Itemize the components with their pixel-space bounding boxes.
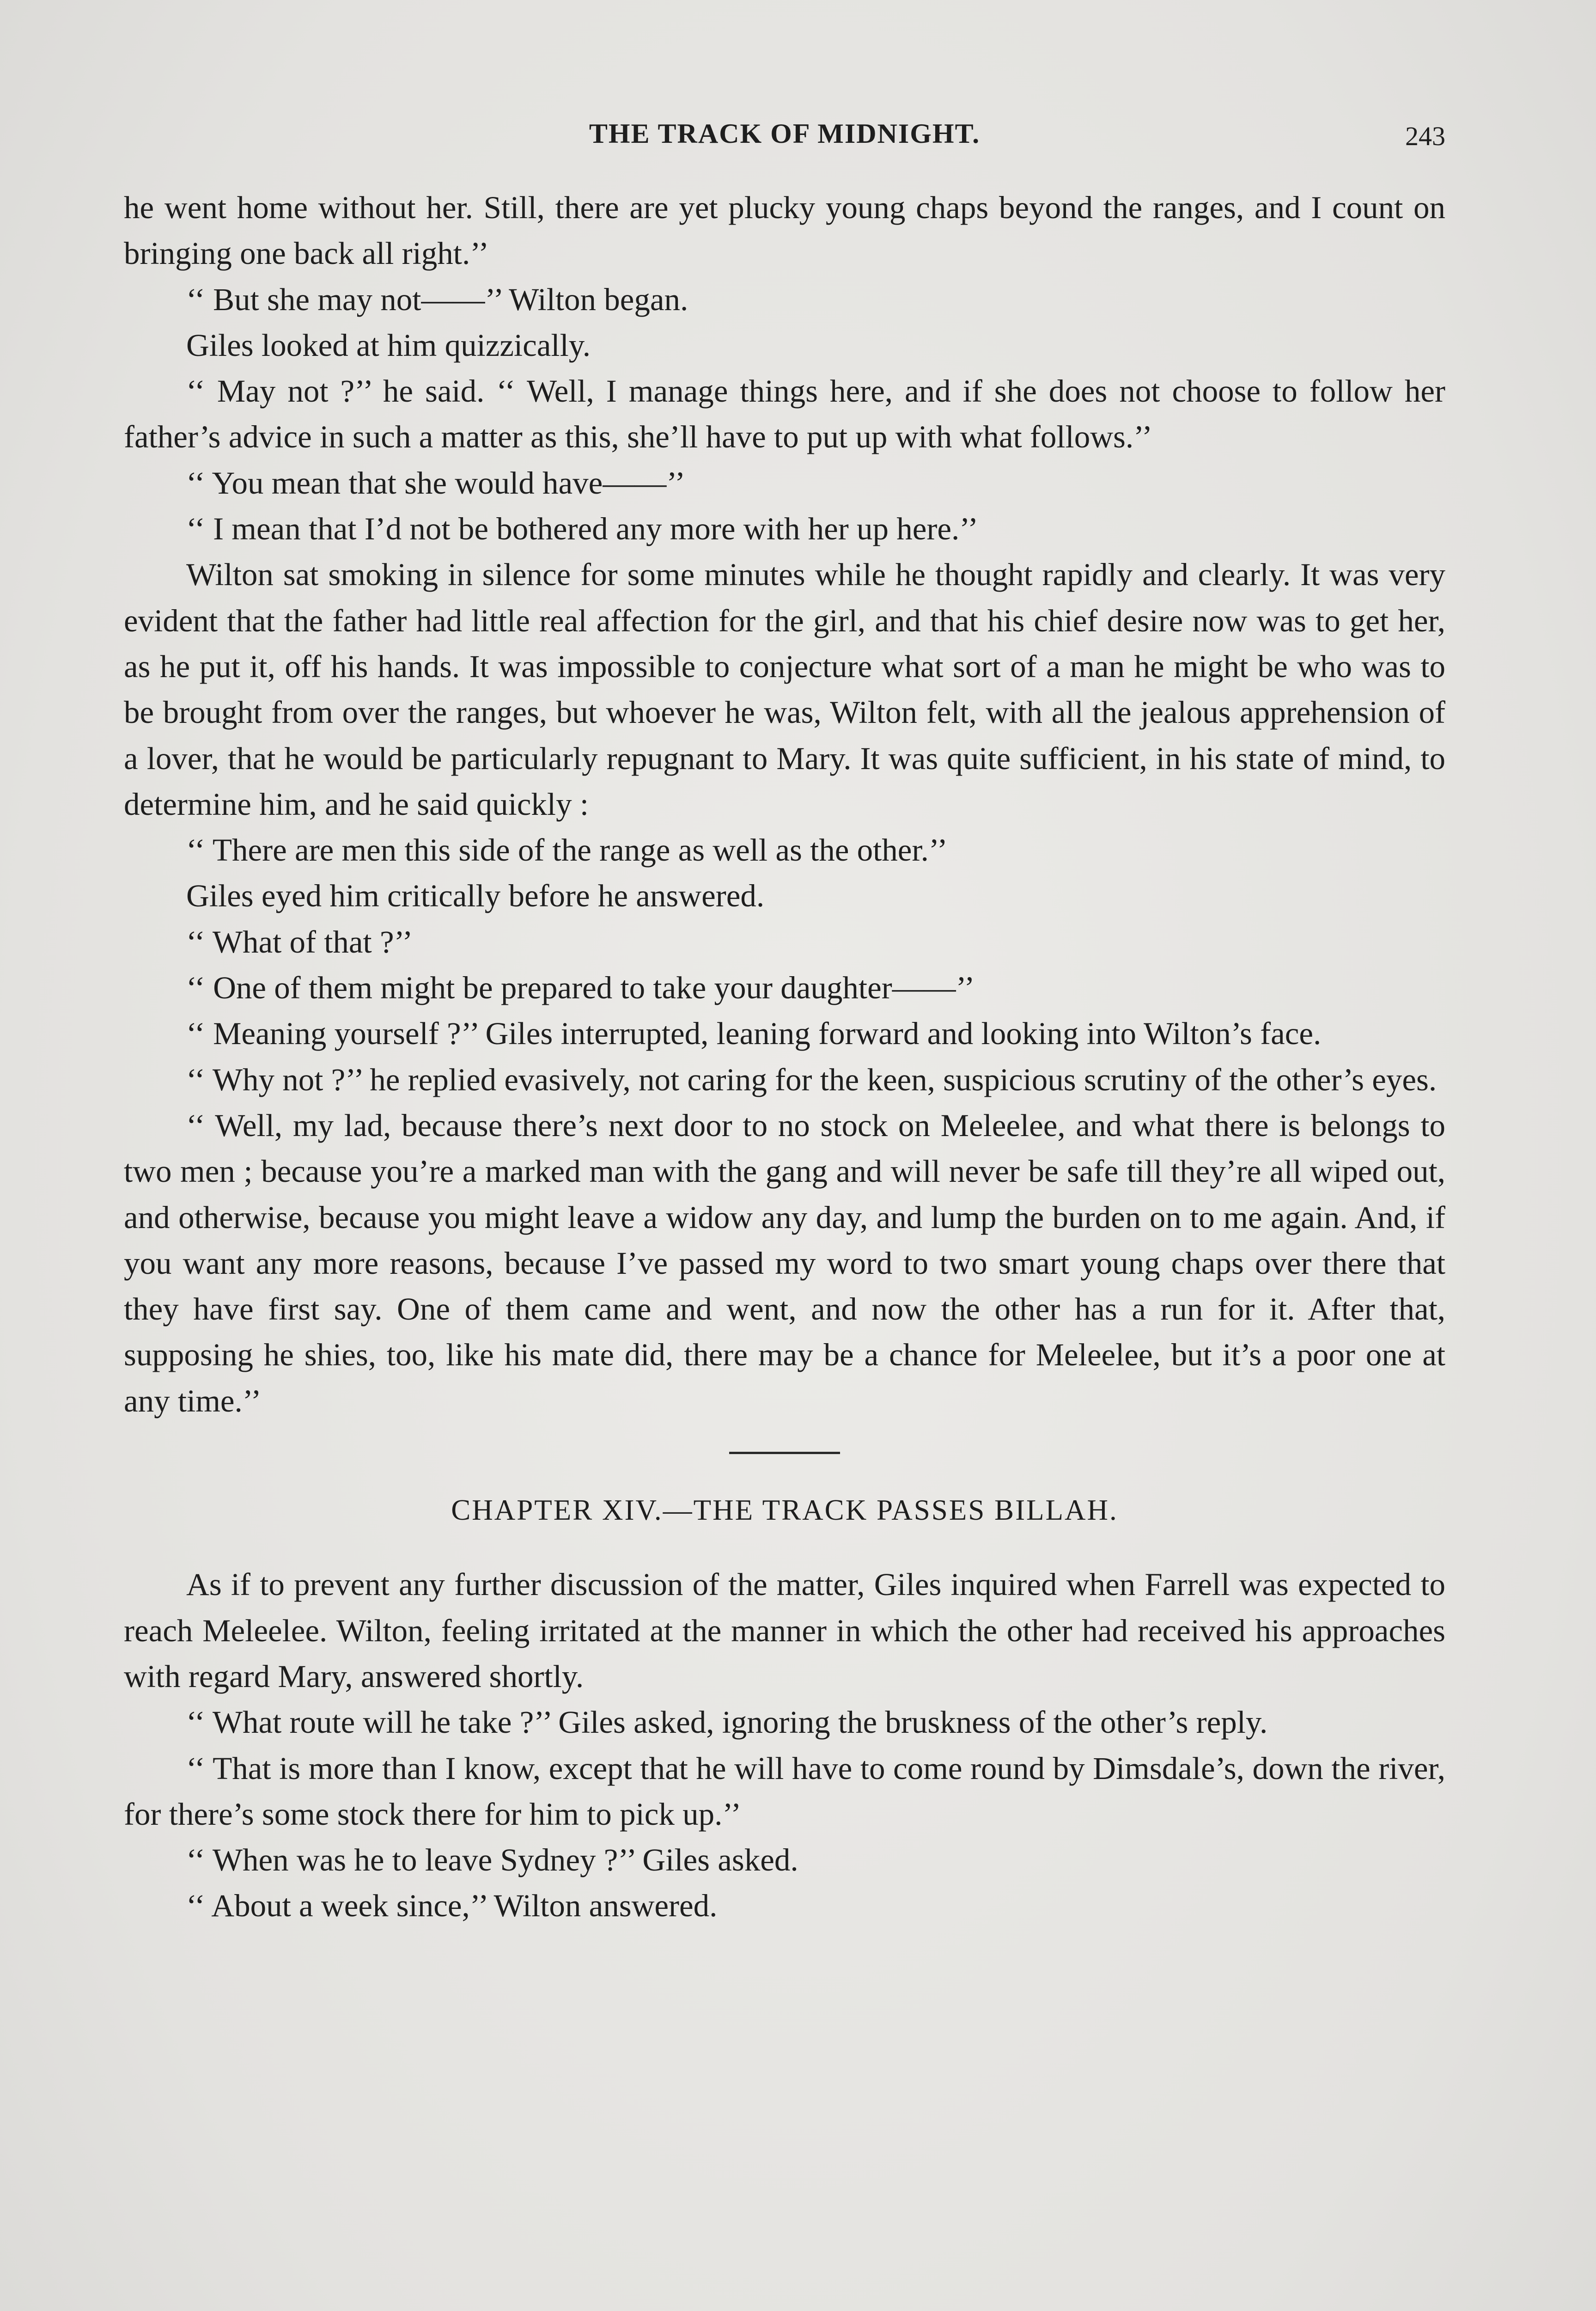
paragraph: ‘‘ Why not ?’’ he replied evasively, not caring for the keen, suspicious scrutiny of the other’s eyes. [186,1062,1437,1097]
section-rule [729,1452,840,1454]
paragraph: ‘‘ Meaning yourself ?’’ Giles interrupted, leaning forward and looking into Wilton’s face. [186,1016,1322,1052]
paragraph: ‘‘ You mean that she would have——’’ [186,465,686,501]
chapter-heading: CHAPTER XIV.—THE TRACK PASSES BILLAH. [451,1494,1118,1527]
page-number: 243 [1405,121,1445,151]
paragraph: ‘‘ About a week since,’’ Wilton answered. [186,1888,718,1924]
paragraph: ‘‘ One of them might be prepared to take your daughter——’’ [186,970,975,1006]
paragraph: ‘‘ I mean that I’d not be bothered any more with her up here.’’ [186,511,979,547]
paragraph: As if to prevent any further discussion of the matter, Giles inquired when Farrell was expected to reach Meleelee. Wilton, feeling irritated at the manner in which the other had received his approaches with regard Mary, answered shortly. [124,1567,1445,1694]
paragraph: ‘‘ Well, my lad, because there’s next door to no stock on Meleelee, and what there is belongs to two men ; because you’re a marked man with the gang and will never be safe till they’re all wiped out, and otherwise, because you might leave a widow any day, and lump the burden on to me again. And, if you want any more reasons, because I’ve passed my word to two smart young chaps over there that they have first say. One of them came and went, and now the other has a run for it. After that, supposing he shies, too, like his mate did, there may be a chance for Meleelee, but it’s a poor one at any time.’’ [124,1107,1445,1418]
paragraph: ‘‘ May not ?’’ he said. ‘‘ Well, I manage things here, and if she does not choose to follow her father’s advice in such a matter as this, she’ll have to put up with what follows.’’ [124,373,1445,455]
running-head [124,118,1445,159]
paragraph: he went home without her. Still, there are yet plucky young chaps beyond the ranges, and I count on bringing one back all right.’’ [124,190,1445,271]
paragraph: Giles looked at him quizzically. [186,327,591,363]
paragraph: ‘‘ That is more than I know, except that he will have to come round by Dimsdale’s, down the river, for there’s some stock there for him to pick up.’’ [124,1750,1445,1832]
body-text [124,185,1445,1929]
running-title: THE TRACK OF MIDNIGHT. [589,118,981,149]
paragraph: Giles eyed him critically before he answered. [186,878,765,914]
paragraph: ‘‘ When was he to leave Sydney ?’’ Giles asked. [186,1842,798,1878]
paragraph: ‘‘ There are men this side of the range as well as the other.’’ [186,832,948,868]
paragraph: Wilton sat smoking in silence for some minutes while he thought rapidly and clearly. It was very evident that the father had little real affection for the girl, and that his chief desire now was to get her, as he put it, off his hands. It was impossible to conjecture what sort of a man he might be who was to be brought from over the ranges, but whoever he was, Wilton felt, with all the jealous apprehension of a lover, that he would be particularly repugnant to Mary. It was quite sufficient, in his state of mind, to determine him, and he said quickly : [124,557,1445,822]
paragraph: ‘‘ What of that ?’’ [186,924,413,960]
paragraph: ‘‘ But she may not——’’ Wilton began. [186,281,688,317]
paragraph: ‘‘ What route will he take ?’’ Giles asked, ignoring the bruskness of the other’s reply. [186,1705,1268,1740]
